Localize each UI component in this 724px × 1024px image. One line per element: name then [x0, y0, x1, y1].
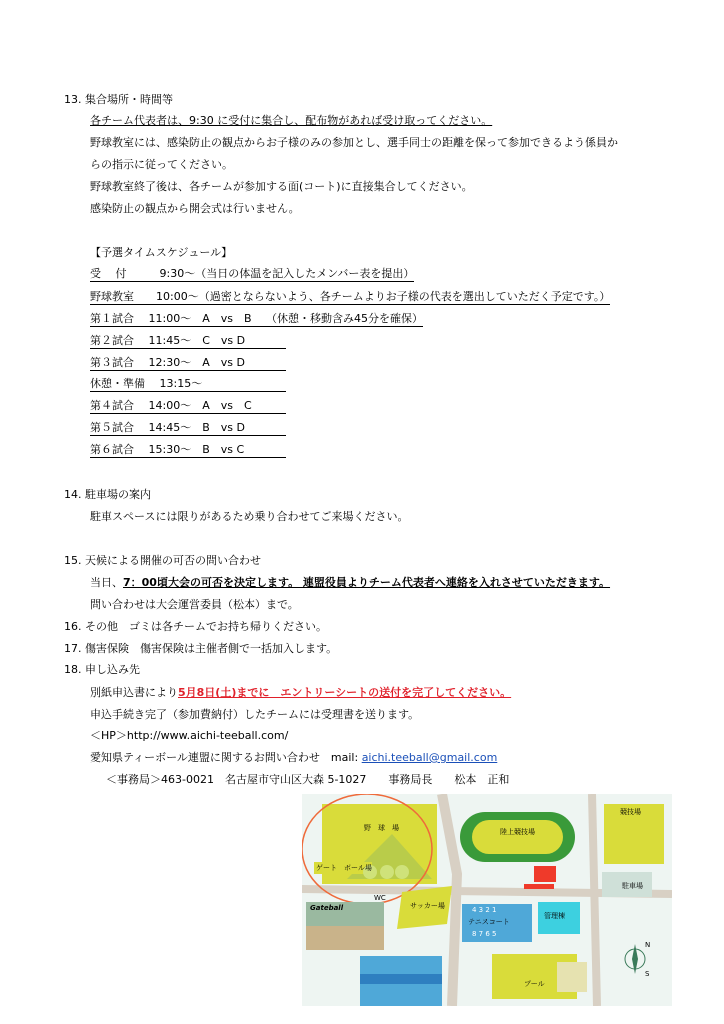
map-label-athletic: 陸上競技場 — [500, 828, 535, 836]
schedule-title: 【予選タイムスケジュール】 — [90, 246, 233, 259]
venue-map — [302, 794, 672, 1006]
section-15-line-1-pre: 当日、 — [90, 576, 123, 589]
schedule-row: 第３試合 12:30～ A vs D — [90, 355, 286, 371]
schedule-row: 第５試合 14:45～ B vs D — [90, 420, 286, 436]
section-18-line-4 — [90, 750, 497, 765]
schedule-row: 休憩・準備 13:15～ — [90, 376, 286, 392]
schedule-row: 野球教室 10:00～（過密とならないよう、各チームよりお子様の代表を選出していただく予定です。） — [90, 290, 611, 303]
venue-map-graphic — [302, 794, 672, 1006]
section-18-heading: 18. 申し込み先 — [64, 663, 140, 676]
compass-north: N — [645, 941, 651, 949]
section-17: 17. 傷害保険 傷害保険は主催者側で一括加入します。 — [64, 642, 338, 655]
map-label-wc: WC — [374, 894, 386, 902]
schedule-row: 第４試合 14:00～ A vs C — [90, 398, 286, 414]
map-label-baseball: 野 球 場 — [364, 824, 399, 832]
compass-south: S — [645, 970, 650, 978]
section-15-line-2: 問い合わせは大会運営委員（松本）まで。 — [90, 598, 299, 611]
section-13-line-1: 各チーム代表者は、9:30 に受付に集合し、配布物があれば受け取ってください。 — [90, 114, 493, 127]
section-18-line-2: 申込手続き完了（参加費納付）したチームには受理書を送ります。 — [90, 708, 420, 721]
map-label-gateball: ゲート ボール場 — [316, 864, 372, 872]
homepage-url[interactable]: ＜HP＞http://www.aichi-teeball.com/ — [90, 729, 289, 742]
office-address: ＜事務局＞463-0021 名古屋市守山区大森 5-1027 事務局長 松本 正和 — [106, 773, 510, 786]
section-15-line-1 — [90, 575, 610, 590]
entry-deadline: 5月8日(土)までに エントリーシートの送付を完了してください。 — [178, 686, 512, 699]
section-13-line-3: らの指示に従ってください。 — [90, 158, 233, 171]
section-15-heading: 15. 天候による開催の可否の問い合わせ — [64, 554, 261, 567]
section-13-heading: 13. 集合場所・時間等 — [64, 93, 173, 106]
contact-email-link[interactable]: aichi.teeball@gmail.com — [361, 751, 498, 764]
map-label-tennis: テニスコート — [468, 918, 510, 926]
schedule-row: 第２試合 11:45～ C vs D — [90, 333, 286, 349]
map-label-gateball-photo: Gateball — [310, 904, 344, 912]
schedule-row: 第６試合 15:30～ B vs C — [90, 442, 286, 458]
section-15-decision-notice: 7：00頃大会の可否を決定します。 連盟役員よりチーム代表者へ連絡を入れさせていただきます。 — [123, 576, 611, 589]
schedule-row: 第１試合 11:00～ A vs B （休憩・移動含み45分を確保） — [90, 312, 424, 325]
map-label-soccer: サッカー場 — [410, 902, 445, 910]
schedule-row: 受 付 9:30～（当日の体温を記入したメンバー表を提出） — [90, 267, 415, 280]
map-label-parking: 駐車場 — [622, 882, 643, 890]
section-13-line-4: 野球教室終了後は、各チームが参加する面(コート)に直接集合してください。 — [90, 180, 473, 193]
section-13-line-5: 感染防止の観点から開会式は行いません。 — [90, 202, 300, 215]
contact-label: 愛知県ティーボール連盟に関するお問い合わせ mail: — [90, 751, 359, 764]
map-label-office: 管理棟 — [544, 912, 565, 920]
map-label-tennis-nums: 4 3 2 1 — [472, 906, 497, 914]
section-18-line-1 — [90, 685, 511, 700]
section-14-heading: 14. 駐車場の案内 — [64, 488, 151, 501]
map-label-tennis-nums-2: 8 7 6 5 — [472, 930, 497, 938]
section-14-line-1: 駐車スペースには限りがあるため乗り合わせてご来場ください。 — [90, 510, 409, 523]
map-label-keiba: 競技場 — [620, 808, 641, 816]
section-13-line-2: 野球教室には、感染防止の観点からお子様のみの参加とし、選手同士の距離を保って参加できるよう係員か — [90, 136, 618, 149]
section-16: 16. その他 ゴミは各チームでお持ち帰りください。 — [64, 620, 327, 633]
map-label-pool: プール — [524, 980, 545, 988]
section-18-line-1-pre: 別紙申込書により — [90, 686, 178, 699]
